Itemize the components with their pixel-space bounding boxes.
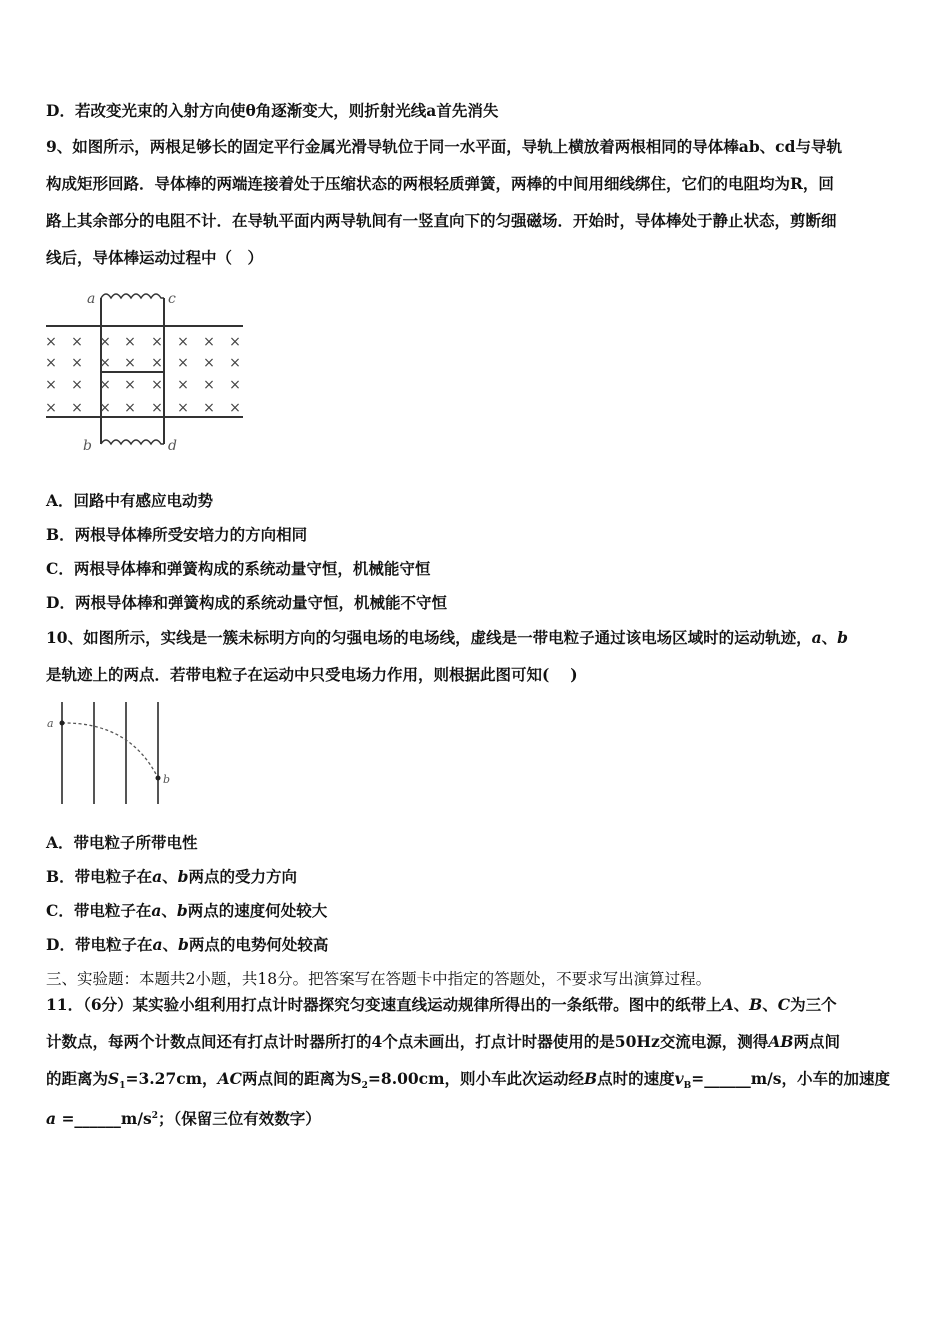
q9-stem-line-2: 构成矩形回路．导体棒的两端连接着处于压缩状态的两根轻质弹簧，两棒的中间用细线绑住，它们的电阻均为R，回 xyxy=(46,174,834,193)
field-cross: × xyxy=(151,377,163,393)
magnetic-field-marks xyxy=(45,334,241,416)
label-c: c xyxy=(168,291,176,307)
field-cross: × xyxy=(203,377,215,393)
field-cross: × xyxy=(99,355,111,371)
field-cross: × xyxy=(177,355,189,371)
field-cross: × xyxy=(99,377,111,393)
field-cross: × xyxy=(71,334,83,350)
q9-option-d: D．两根导体棒和弹簧构成的系统动量守恒，机械能不守恒 xyxy=(46,593,447,612)
field-cross: × xyxy=(45,355,57,371)
field-cross: × xyxy=(177,334,189,350)
q9-stem-line-3: 路上其余部分的电阻不计．在导轨平面内两导轨间有一竖直向下的匀强磁场．开始时，导体棒处于静止状态，剪断细 xyxy=(46,211,837,230)
field-cross: × xyxy=(203,400,215,416)
field-cross: × xyxy=(71,355,83,371)
q9-option-a: A．回路中有感应电动势 xyxy=(46,491,214,510)
label-d: d xyxy=(168,438,177,454)
field-cross: × xyxy=(45,377,57,393)
label-b: b xyxy=(163,773,171,786)
field-cross: × xyxy=(124,400,136,416)
q9-figure xyxy=(40,286,250,456)
q8-option-d: D．若改变光束的入射方向使θ角逐渐变大，则折射光线a首先消失 xyxy=(46,101,499,120)
field-cross: × xyxy=(229,334,241,350)
q9-option-b: B．两根导体棒所受安培力的方向相同 xyxy=(46,525,308,544)
field-cross: × xyxy=(124,355,136,371)
point-b xyxy=(156,776,161,781)
field-cross: × xyxy=(45,334,57,350)
q10-option-b: B．带电粒子在a、b两点的受力方向 xyxy=(46,867,298,886)
field-cross: × xyxy=(177,400,189,416)
trajectory xyxy=(62,723,158,778)
label-a: a xyxy=(47,717,54,730)
field-cross: × xyxy=(99,334,111,350)
q10-diagram xyxy=(40,700,190,810)
field-cross: × xyxy=(203,334,215,350)
field-cross: × xyxy=(45,400,57,416)
spring-bottom xyxy=(101,440,164,444)
q10-option-c: C．带电粒子在a、b两点的速度何处较大 xyxy=(46,901,328,920)
q11-line-4: $a =\_\_\_\_\_\_m/s^2$；（保留三位有效数字） xyxy=(46,1109,321,1129)
q10-stem-line-2: 是轨迹上的两点．若带电粒子在运动中只受电场力作用，则根据此图可知( ) xyxy=(46,665,578,684)
q9-stem-line-4: 线后，导体棒运动过程中（ ） xyxy=(46,248,264,267)
q9-stem-line-1: 9、如图所示，两根足够长的固定平行金属光滑导轨位于同一水平面，导轨上横放着两根相同的导体棒ab、cd与导轨 xyxy=(46,137,842,156)
field-cross: × xyxy=(229,400,241,416)
q11-line-3: 的距离为$S_1=3.27cm$，AC两点间的距离为$S_2=8.00cm$，则小车此次运动经B点时的速度$v_B=\_\_\_\_\_\_m/s$，小车的加速度 xyxy=(46,1069,891,1092)
label-b: b xyxy=(83,438,92,454)
q10-option-d: D．带电粒子在a、b两点的电势何处较高 xyxy=(46,935,329,954)
field-cross: × xyxy=(177,377,189,393)
q11-line-1: 11．（6分）某实验小组利用打点计时器探究匀变速直线运动规律所得出的一条纸带。图中的纸带上A、B、C为三个 xyxy=(46,995,837,1014)
q10-option-a: A．带电粒子所带电性 xyxy=(46,833,198,852)
field-cross: × xyxy=(229,377,241,393)
field-cross: × xyxy=(71,400,83,416)
q10-figure xyxy=(40,700,190,810)
field-cross: × xyxy=(151,400,163,416)
section-3-header: 三、实验题：本题共2小题，共18分。把答案写在答题卡中指定的答题处，不要求写出演算过程。 xyxy=(46,970,712,988)
field-cross: × xyxy=(124,334,136,350)
field-cross: × xyxy=(229,355,241,371)
field-cross: × xyxy=(71,377,83,393)
q9-diagram xyxy=(40,286,250,456)
field-cross: × xyxy=(151,355,163,371)
q10-stem-line-1: 10、如图所示，实线是一簇未标明方向的匀强电场的电场线，虚线是一带电粒子通过该电场区域时的运动轨迹，a、b xyxy=(46,628,848,647)
field-cross: × xyxy=(151,334,163,350)
q9-option-c: C．两根导体棒和弹簧构成的系统动量守恒，机械能守恒 xyxy=(46,559,431,578)
field-cross: × xyxy=(203,355,215,371)
field-cross: × xyxy=(124,377,136,393)
q11-line-2: 计数点，每两个计数点间还有打点计时器所打的4个点未画出，打点计时器使用的是50Hz交流电源，测得AB两点间 xyxy=(46,1032,840,1051)
point-a xyxy=(60,721,65,726)
label-a: a xyxy=(87,291,96,307)
spring-top xyxy=(101,294,164,298)
field-cross: × xyxy=(99,400,111,416)
